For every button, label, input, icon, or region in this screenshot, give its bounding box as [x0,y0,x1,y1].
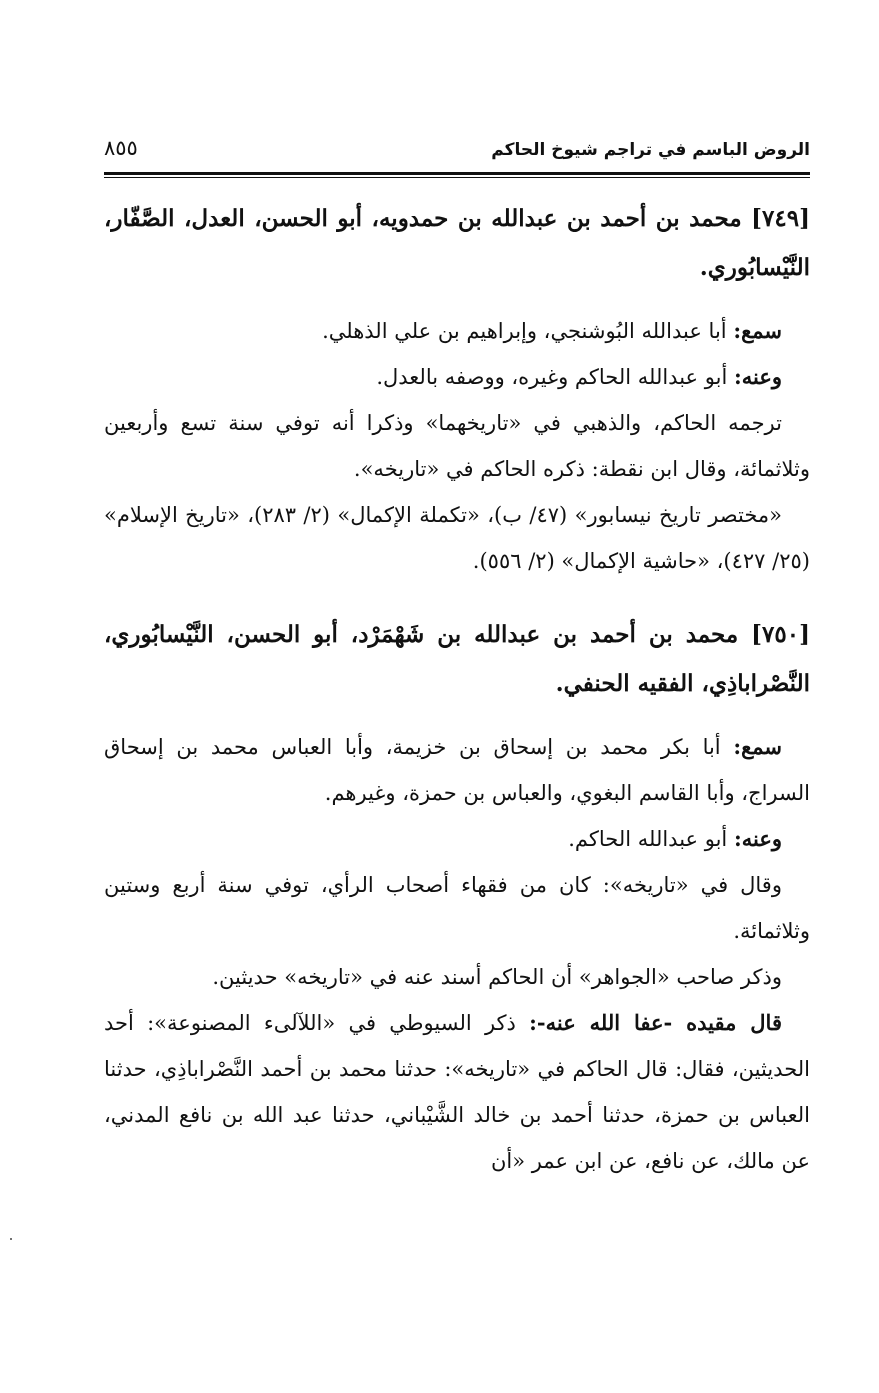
biography-paragraph: ترجمه الحاكم، والذهبي في «تاريخهما» وذكرا أنه توفي سنة تسع وأربعين وثلاثمائة، وقال ابن نقطة: ذكره الحاكم في «تاريخه». [104,411,810,481]
page-number: ٨٥٥ [104,136,138,160]
heard-from-paragraph [104,724,810,816]
from-label: وعنه: [733,826,782,851]
sources-paragraph: «مختصر تاريخ نيسابور» (٤٧/ ب)، «تكملة الإكمال» (٢/ ٢٨٣)، «تاريخ الإسلام» (٢٥/ ٤٢٧)، «حاشية الإكمال» (٢/ ٥٥٦). [104,503,810,573]
entry-title: [٧٤٩] محمد بن أحمد بن عبدالله بن حمدويه، أبو الحسن، العدل، الصَّفّار، النَّيْسابُوري. [104,205,810,281]
from-text: أبو عبدالله الحاكم وغيره، ووصفه بالعدل. [376,365,728,389]
page-header [104,136,810,170]
running-title: الروض الباسم في تراجم شيوخ الحاكم [491,140,810,160]
from-label: وعنه: [733,364,782,389]
entry-title: [٧٥٠] محمد بن أحمد بن عبدالله بن شَهْمَرْد، أبو الحسن، النَّيْسابُوري، النَّصْراباذِي، الفقيه الحنفي. [104,621,810,697]
jawahir-paragraph: وذكر صاحب «الجواهر» أن الحاكم أسند عنه في «تاريخه» حديثين. [212,965,782,989]
heard-text: أبا عبدالله البُوشنجي، وإبراهيم بن علي الذهلي. [322,319,727,343]
header-rule-thick [104,172,810,175]
heard-from-paragraph [104,308,810,354]
entry-749 [104,194,810,584]
author-note-paragraph [104,1000,810,1184]
biography-paragraph: وقال في «تاريخه»: كان من فقهاء أصحاب الرأي، توفي سنة أربع وستين وثلاثمائة. [104,873,810,943]
narrators-paragraph [104,816,810,862]
heard-label: سمع: [733,734,782,759]
entry-750 [104,610,810,1184]
scan-speck [10,1238,12,1240]
author-note-text: ذكر السيوطي في «اللآلىء المصنوعة»: أحد الحديثين، فقال: قال الحاكم في «تاريخه»: حدثنا محمد بن أحمد النَّصْراباذِي، حدثنا العباس بن حمزة، حدثنا أحمد بن خالد الشَّيْباني، حدثنا عبد الله بن نافع المدني، عن مالك، عن نافع، عن ابن عمر «أن [104,1011,810,1173]
from-text: أبو عبدالله الحاكم. [568,827,728,851]
narrators-paragraph [104,354,810,400]
author-note-label: قال مقيده -عفا الله عنه-: [529,1010,782,1035]
heard-label: سمع: [733,318,782,343]
heard-text: أبا بكر محمد بن إسحاق بن خزيمة، وأبا العباس محمد بن إسحاق السراج، وأبا القاسم البغوي، والعباس بن حمزة، وغيرهم. [104,735,810,805]
book-page [104,136,810,1184]
